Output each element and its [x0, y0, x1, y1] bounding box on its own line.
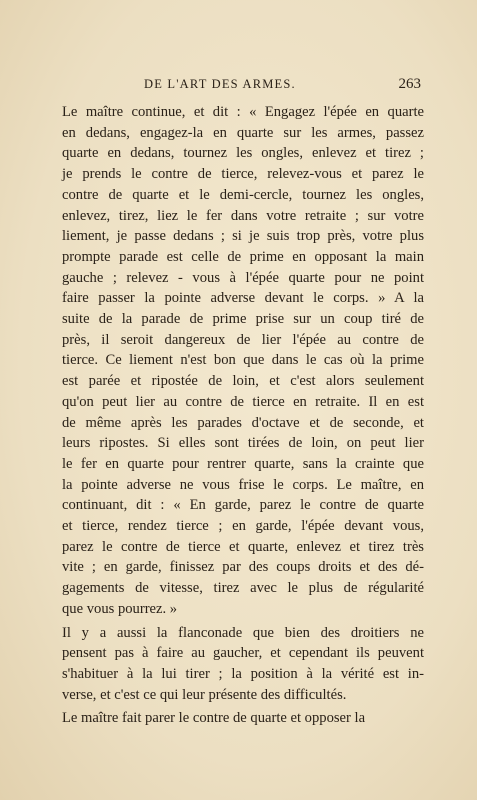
text-line: pensent pas à faire au gaucher, et cependant ils peuvent: [62, 645, 424, 662]
body-text: [62, 102, 424, 729]
paragraph: [62, 708, 424, 729]
text-line: s'habituer à la lui tirer ; la position à la vérité est in-: [62, 665, 424, 682]
text-line: de même après les parades d'octave et de seconde, et: [62, 414, 424, 431]
text-line: gauche ; relevez - vous à l'épée quarte pour ne point: [62, 269, 424, 286]
paragraph: [62, 102, 424, 620]
text-line: contre de quarte et le demi-cercle, tournez les ongles,: [62, 186, 424, 203]
text-line: la pointe adverse ne vous frise le corps. Le maître, en: [62, 476, 424, 493]
page-header: [62, 76, 421, 93]
text-line: tierce. Ce liement n'est bon que dans le cas où la prime: [62, 352, 424, 369]
text-line: faire passer la pointe adverse devant le corps. » A la: [62, 290, 424, 307]
text-line: et tierce, rendez tierce ; en garde, l'épée devant vous,: [62, 518, 424, 535]
text-line: parez le contre de tierce et quarte, enlevez et tirez très: [62, 538, 424, 555]
text-line: qu'on peut lier au contre de tierce en retraite. Il en est: [62, 393, 424, 410]
text-line: suite de la parade de prime prise sur un coup tiré de: [62, 311, 424, 328]
text-line: en dedans, engagez-la en quarte sur les armes, passez: [62, 124, 424, 141]
paragraph: [62, 623, 424, 706]
text-line: leurs ripostes. Si elles sont tirées de loin, on peut lier: [62, 435, 424, 452]
text-line: que vous pourrez. »: [62, 600, 178, 617]
running-head: DE L'ART DES ARMES.: [144, 77, 296, 91]
text-line: liement, je passe dedans ; si je suis trop près, votre plus: [62, 228, 424, 245]
text-line: prompte parade est celle de prime en opposant la main: [62, 248, 424, 265]
text-line: enlevez, tirez, liez le fer dans votre retraite ; sur votre: [62, 207, 424, 224]
text-line: Le maître fait parer le contre de quarte et opposer la: [62, 710, 366, 727]
text-line: quarte en dedans, tournez les ongles, enlevez et tirez ;: [62, 145, 424, 162]
text-line: est parée et ripostée de loin, et c'est alors seulement: [62, 373, 424, 390]
text-line: Le maître continue, et dit : « Engagez l'épée en quarte: [62, 104, 424, 120]
text-line: le fer en quarte pour rentrer quarte, sans la crainte que: [62, 455, 424, 472]
text-line: je prends le contre de tierce, relevez-vous et parez le: [62, 166, 424, 183]
text-line: gagements de vitesse, tirez avec le plus de régularité: [62, 580, 424, 597]
text-line: près, il seroit dangereux de lier l'épée au contre de: [62, 331, 424, 348]
text-line: continuant, dit : « En garde, parez le contre de quarte: [62, 497, 424, 514]
text-line: vite ; en garde, finissez par des coups droits et des dé-: [62, 559, 424, 576]
text-line: verse, et c'est ce qui leur présente des difficultés.: [62, 686, 347, 703]
page-number: 263: [398, 76, 421, 92]
text-line: Il y a aussi la flanconade que bien des droitiers ne: [62, 624, 424, 641]
